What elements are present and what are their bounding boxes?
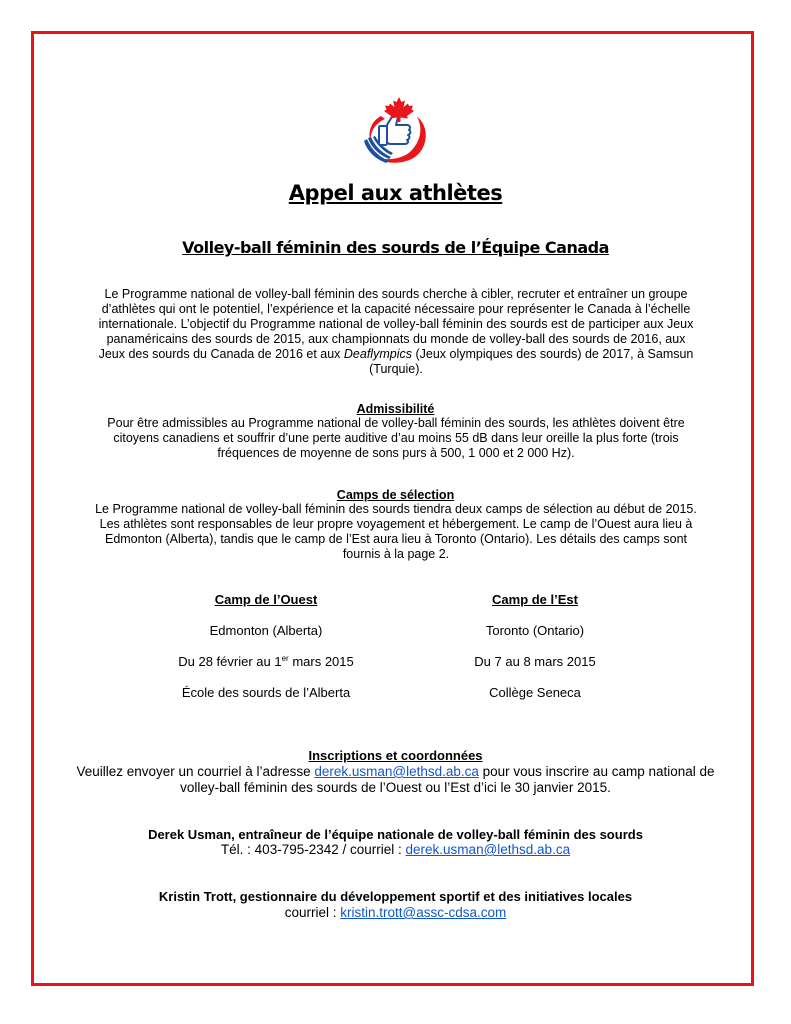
west-camp-date [126, 654, 406, 669]
intro-italic-term: Deaflympics [343, 347, 412, 361]
west-date-end: mars 2015 [288, 654, 354, 669]
contact-paragraph [60, 764, 731, 796]
eligibility-heading: Admissibilité [356, 402, 435, 416]
west-camp-heading: Camp de l’Ouest [214, 592, 318, 607]
derek-name: Derek Usman, entraîneur de l’équipe nationale de volley-ball féminin des sourds [148, 827, 643, 842]
east-camp-venue: Collège Seneca [489, 685, 581, 700]
contact-text-start: Veuillez envoyer un courriel à l’adresse [76, 764, 315, 779]
derek-contact-line [0, 842, 791, 857]
contact-heading: Inscriptions et coordonnées [308, 748, 483, 763]
camps-paragraph: Le Programme national de volley-ball féminin des sourds tiendra deux camps de sélection au début de 2015. Les athlètes sont responsables de leur propre voyagement et hébergement. Le camp de l’Ouest aura lieu à Edmonton (Alberta), tandis que le camp de l’Est aura lieu à Toronto (Ontario). Les détails des camps sont fournis à la page 2. [95, 502, 697, 561]
intro-text-end: (Jeux olympiques des sourds) de 2017, à Samsun (Turquie). [369, 347, 694, 376]
intro-paragraph [94, 287, 698, 377]
camps-heading: Camps de sélection [336, 488, 455, 502]
west-camp-city: Edmonton (Alberta) [209, 623, 323, 638]
west-camp-venue: École des sourds de l’Alberta [181, 685, 351, 700]
derek-contact-prefix: Tél. : 403-795-2342 / courriel : [220, 842, 406, 857]
west-date-ordinal: er [281, 654, 289, 663]
kristin-email-link[interactable]: kristin.trott@assc-cdsa.com [340, 905, 507, 920]
derek-email-link[interactable]: derek.usman@lethsd.ab.ca [405, 842, 571, 857]
kristin-contact-prefix: courriel : [284, 905, 341, 920]
page-subtitle: Volley-ball féminin des sourds de l’Équipe Canada [182, 238, 609, 257]
eligibility-paragraph: Pour être admissibles au Programme national de volley-ball féminin des sourds, les athlètes doivent être citoyens canadiens et souffrir d’une perte auditive d’au moins 55 dB dans leur oreille la plus forte (trois fréquences de moyenne de sons purs à 500, 1 000 et 2 000 Hz). [107, 416, 685, 460]
west-date-start: Du 28 février au 1 [178, 654, 282, 669]
maple-leaf-thumbs-up-logo-icon [357, 95, 433, 167]
east-camp-date: Du 7 au 8 mars 2015 [474, 654, 596, 669]
east-camp-city: Toronto (Ontario) [485, 623, 585, 638]
contact-email-link[interactable]: derek.usman@lethsd.ab.ca [314, 764, 479, 779]
kristin-name: Kristin Trott, gestionnaire du développement sportif et des initiatives locales [158, 889, 633, 904]
page-title: Appel aux athlètes [288, 181, 503, 205]
contact-text-end: pour vous inscrire au camp national de volley-ball féminin des sourds de l’Ouest ou l’Est d’ici le 30 janvier 2015. [180, 764, 715, 795]
east-camp-heading: Camp de l’Est [492, 592, 578, 607]
intro-text-start: Le Programme national de volley-ball féminin des sourds cherche à cibler, recruter et entraîner un groupe d’athlètes qui ont le potentiel, l’expérience et la capacité nécessaire pour représenter le Canada à l’échelle internationale. L’objectif du Programme national de volley-ball féminin des sourds est de participer aux Jeux panaméricains des sourds de 2015, aux championnats du monde de volley-ball des sourds de 2016, aux Jeux des sourds du Canada de 2016 et aux [98, 287, 694, 361]
kristin-contact-line [0, 905, 791, 920]
